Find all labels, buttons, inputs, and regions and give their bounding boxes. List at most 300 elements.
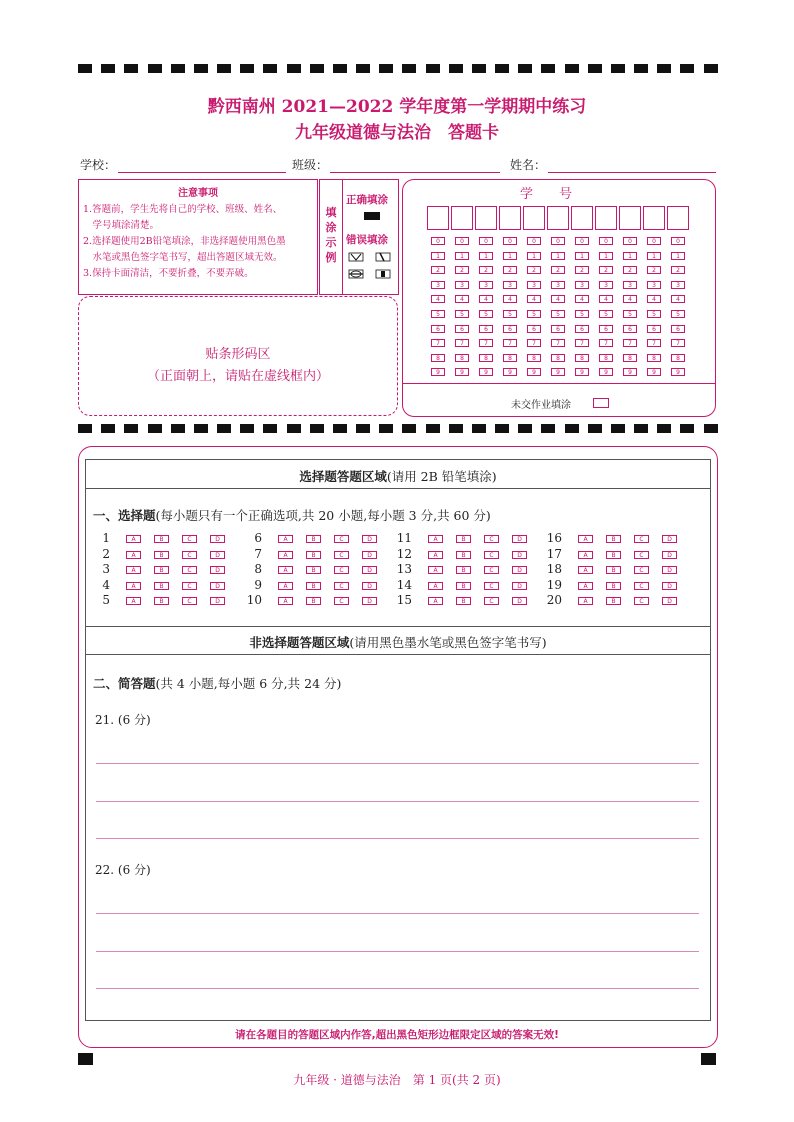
question-number: 11 bbox=[396, 531, 412, 545]
student-id-bubble[interactable]: 9 bbox=[575, 368, 589, 376]
student-id-bubble[interactable]: 1 bbox=[479, 252, 493, 260]
option-bubble[interactable]: A bbox=[428, 566, 443, 574]
student-id-bubble[interactable]: 4 bbox=[455, 295, 469, 303]
fill-example-label: 填涂示例 bbox=[325, 206, 337, 264]
option-bubble[interactable]: C bbox=[484, 551, 499, 559]
student-id-bubble[interactable]: 3 bbox=[551, 281, 565, 289]
short-answer-title: 二、简答题(共 4 小题,每小题 6 分,共 24 分) bbox=[93, 676, 342, 691]
student-id-bubble[interactable]: 6 bbox=[575, 325, 589, 333]
dash-segment bbox=[541, 64, 555, 73]
option-bubble[interactable]: A bbox=[278, 551, 293, 559]
option-bubble[interactable]: B bbox=[456, 582, 471, 590]
option-bubble[interactable]: D bbox=[512, 582, 527, 590]
question-number: 15 bbox=[396, 593, 412, 607]
student-id-bubble[interactable]: 0 bbox=[431, 237, 445, 245]
student-id-bubble[interactable]: 8 bbox=[671, 354, 685, 362]
student-id-bubble[interactable]: 0 bbox=[599, 237, 613, 245]
student-id-bubble[interactable]: 8 bbox=[599, 354, 613, 362]
dash-segment bbox=[379, 424, 393, 433]
dash-segment bbox=[124, 64, 138, 73]
student-id-bubble[interactable]: 5 bbox=[671, 310, 685, 318]
option-bubble[interactable]: B bbox=[154, 597, 169, 605]
student-id-bubble[interactable]: 2 bbox=[623, 266, 637, 274]
student-id-bubble[interactable]: 2 bbox=[479, 266, 493, 274]
notes-heading: 注意事项 bbox=[178, 188, 218, 199]
student-id-bubble[interactable]: 6 bbox=[479, 325, 493, 333]
student-id-bubble[interactable]: 3 bbox=[503, 281, 517, 289]
student-id-bubble[interactable]: 2 bbox=[527, 266, 541, 274]
question-number: 13 bbox=[396, 562, 412, 576]
option-bubble[interactable]: C bbox=[484, 597, 499, 605]
option-bubble[interactable]: A bbox=[428, 551, 443, 559]
student-id-bubble[interactable]: 4 bbox=[647, 295, 661, 303]
student-id-bubble[interactable]: 9 bbox=[527, 368, 541, 376]
dash-segment bbox=[101, 64, 115, 73]
option-bubble[interactable]: D bbox=[362, 566, 377, 574]
student-id-bubble[interactable]: 9 bbox=[479, 368, 493, 376]
student-id-bubble[interactable]: 7 bbox=[479, 339, 493, 347]
question-number: 7 bbox=[254, 546, 262, 561]
student-id-bubble[interactable]: 1 bbox=[527, 252, 541, 260]
option-bubble[interactable]: C bbox=[182, 566, 197, 574]
dash-segment bbox=[565, 424, 579, 433]
option-bubble[interactable]: A bbox=[428, 582, 443, 590]
student-id-bubble[interactable]: 4 bbox=[551, 295, 565, 303]
dash-segment bbox=[588, 424, 602, 433]
alignment-bar-middle bbox=[78, 424, 718, 433]
option-bubble[interactable]: A bbox=[126, 582, 141, 590]
student-id-bubble[interactable]: 2 bbox=[647, 266, 661, 274]
alignment-square-right bbox=[701, 1053, 716, 1065]
choice-title: 一、选择题(每小题只有一个正确选项,共 20 小题,每小题 3 分,共 60 分) bbox=[93, 508, 491, 523]
answer-line[interactable] bbox=[96, 763, 699, 764]
student-id-bubble[interactable]: 5 bbox=[431, 310, 445, 318]
student-id-bubble[interactable]: 8 bbox=[575, 354, 589, 362]
dash-segment bbox=[263, 424, 277, 433]
student-id-bubble[interactable]: 1 bbox=[647, 252, 661, 260]
option-bubble[interactable]: C bbox=[334, 597, 349, 605]
dash-segment bbox=[680, 424, 694, 433]
student-id-digit-cell[interactable] bbox=[523, 206, 545, 230]
student-id-bubble[interactable]: 9 bbox=[647, 368, 661, 376]
option-bubble[interactable]: B bbox=[306, 566, 321, 574]
question-number: 12 bbox=[396, 546, 412, 561]
student-id-bubble[interactable]: 6 bbox=[503, 325, 517, 333]
option-bubble[interactable]: D bbox=[210, 597, 225, 605]
student-id-bubble[interactable]: 6 bbox=[527, 325, 541, 333]
option-bubble[interactable]: B bbox=[306, 582, 321, 590]
answer-line[interactable] bbox=[96, 801, 699, 802]
option-bubble[interactable]: D bbox=[512, 597, 527, 605]
student-id-bubble[interactable]: 8 bbox=[479, 354, 493, 362]
option-bubble[interactable]: C bbox=[334, 582, 349, 590]
option-bubble[interactable]: A bbox=[428, 535, 443, 543]
dash-segment bbox=[449, 424, 463, 433]
student-id-bubble[interactable]: 1 bbox=[671, 252, 685, 260]
dash-segment bbox=[518, 64, 532, 73]
page-footer: 九年级 · 道德与法治 第 1 页(共 2 页) bbox=[293, 1073, 501, 1087]
student-id-bubble[interactable]: 9 bbox=[503, 368, 517, 376]
student-id-digit-cell[interactable] bbox=[643, 206, 665, 230]
dash-segment bbox=[240, 424, 254, 433]
student-id-digit-cell[interactable] bbox=[427, 206, 449, 230]
question-number: 1 bbox=[102, 531, 110, 545]
student-id-bubble[interactable]: 3 bbox=[527, 281, 541, 289]
option-bubble[interactable]: A bbox=[278, 566, 293, 574]
dash-segment bbox=[472, 424, 486, 433]
student-id-bubble[interactable]: 0 bbox=[479, 237, 493, 245]
answer-line[interactable] bbox=[96, 913, 699, 914]
student-id-bubble[interactable]: 1 bbox=[599, 252, 613, 260]
student-id-bubble[interactable]: 5 bbox=[623, 310, 637, 318]
option-bubble[interactable]: A bbox=[126, 551, 141, 559]
option-bubble[interactable]: D bbox=[362, 597, 377, 605]
question-number: 9 bbox=[254, 577, 262, 592]
question-22-label: 22. (6 分) bbox=[95, 863, 151, 877]
option-bubble[interactable]: C bbox=[634, 551, 649, 559]
option-bubble[interactable]: C bbox=[634, 535, 649, 543]
option-bubble[interactable]: D bbox=[512, 535, 527, 543]
answer-line[interactable] bbox=[96, 951, 699, 952]
student-id-bubble[interactable]: 5 bbox=[647, 310, 661, 318]
absent-label: 未交作业填涂 bbox=[511, 400, 571, 411]
student-id-bubble[interactable]: 6 bbox=[455, 325, 469, 333]
option-bubble[interactable]: A bbox=[278, 535, 293, 543]
student-id-bubble[interactable]: 3 bbox=[455, 281, 469, 289]
option-bubble[interactable]: B bbox=[456, 551, 471, 559]
question-number: 6 bbox=[254, 531, 262, 545]
student-id-bubble[interactable]: 7 bbox=[647, 339, 661, 347]
student-id-bubble[interactable]: 4 bbox=[503, 295, 517, 303]
option-bubble[interactable]: A bbox=[126, 535, 141, 543]
student-id-bubble[interactable]: 5 bbox=[503, 310, 517, 318]
student-id-digit-cell[interactable] bbox=[499, 206, 521, 230]
option-bubble[interactable]: C bbox=[182, 535, 197, 543]
answer-line[interactable] bbox=[96, 988, 699, 989]
student-id-bubble[interactable]: 9 bbox=[623, 368, 637, 376]
dash-segment bbox=[611, 424, 625, 433]
dash-segment bbox=[426, 424, 440, 433]
student-id-bubble[interactable]: 8 bbox=[431, 354, 445, 362]
option-bubble[interactable]: B bbox=[606, 535, 621, 543]
student-id-bubble[interactable]: 2 bbox=[575, 266, 589, 274]
student-id-bubble[interactable]: 2 bbox=[671, 266, 685, 274]
student-id-digit-cell[interactable] bbox=[595, 206, 617, 230]
student-id-bubble[interactable]: 2 bbox=[551, 266, 565, 274]
dash-segment bbox=[310, 424, 324, 433]
option-bubble[interactable]: C bbox=[484, 582, 499, 590]
option-bubble[interactable]: C bbox=[484, 566, 499, 574]
option-bubble[interactable]: D bbox=[210, 582, 225, 590]
class-field[interactable] bbox=[292, 156, 500, 173]
option-bubble[interactable]: B bbox=[154, 535, 169, 543]
student-id-bubble[interactable]: 8 bbox=[551, 354, 565, 362]
student-id-bubble[interactable]: 9 bbox=[455, 368, 469, 376]
dash-segment bbox=[634, 64, 648, 73]
barcode-area bbox=[78, 296, 398, 416]
student-id-bubble[interactable]: 5 bbox=[575, 310, 589, 318]
answer-line[interactable] bbox=[96, 838, 699, 839]
dash-segment bbox=[680, 64, 694, 73]
student-id-bubble[interactable]: 7 bbox=[503, 339, 517, 347]
student-id-bubble[interactable]: 3 bbox=[575, 281, 589, 289]
student-id-bubble[interactable]: 5 bbox=[551, 310, 565, 318]
school-field[interactable] bbox=[80, 156, 286, 173]
student-id-bubble[interactable]: 5 bbox=[527, 310, 541, 318]
student-id-bubble[interactable]: 5 bbox=[479, 310, 493, 318]
student-id-bubble[interactable]: 4 bbox=[431, 295, 445, 303]
student-id-bubble[interactable]: 8 bbox=[527, 354, 541, 362]
student-id-bubble[interactable]: 3 bbox=[431, 281, 445, 289]
option-bubble[interactable]: D bbox=[210, 535, 225, 543]
dash-segment bbox=[565, 64, 579, 73]
student-id-bubble[interactable]: 0 bbox=[575, 237, 589, 245]
student-id-bubble[interactable]: 9 bbox=[671, 368, 685, 376]
student-id-bubble[interactable]: 1 bbox=[551, 252, 565, 260]
student-id-bubble[interactable]: 3 bbox=[599, 281, 613, 289]
option-bubble[interactable]: A bbox=[278, 597, 293, 605]
student-id-heading: 学号 bbox=[519, 187, 598, 202]
student-id-bubble[interactable]: 7 bbox=[575, 339, 589, 347]
dash-segment bbox=[541, 424, 555, 433]
dash-segment bbox=[356, 64, 370, 73]
notes-item: 水笔或黑色签字笔书写，超出答题区域无效。 bbox=[83, 252, 283, 263]
student-id-bubble[interactable]: 0 bbox=[647, 237, 661, 245]
option-bubble[interactable]: D bbox=[210, 551, 225, 559]
dash-segment bbox=[240, 64, 254, 73]
student-id-bubble[interactable]: 4 bbox=[479, 295, 493, 303]
option-bubble[interactable]: C bbox=[182, 597, 197, 605]
question-number: 2 bbox=[102, 546, 110, 561]
student-id-bubble[interactable]: 1 bbox=[455, 252, 469, 260]
dash-segment bbox=[78, 64, 92, 73]
option-bubble[interactable]: C bbox=[182, 551, 197, 559]
dash-segment bbox=[402, 64, 416, 73]
option-bubble[interactable]: B bbox=[456, 566, 471, 574]
student-id-bubble[interactable]: 3 bbox=[647, 281, 661, 289]
student-id-bubble[interactable]: 2 bbox=[431, 266, 445, 274]
notes-item: 1.答题前，学生先将自己的学校、班级、姓名、 bbox=[83, 204, 283, 215]
student-id-bubble[interactable]: 1 bbox=[575, 252, 589, 260]
barcode-label: 贴条形码区 bbox=[205, 347, 271, 362]
student-id-bubble[interactable]: 3 bbox=[479, 281, 493, 289]
option-bubble[interactable]: D bbox=[662, 582, 677, 590]
fill-example-box bbox=[319, 179, 399, 295]
student-id-bubble[interactable]: 7 bbox=[431, 339, 445, 347]
class-label: 班级： bbox=[292, 158, 329, 172]
student-id-bubble[interactable]: 0 bbox=[623, 237, 637, 245]
option-bubble[interactable]: B bbox=[606, 551, 621, 559]
student-id-bubble[interactable]: 9 bbox=[431, 368, 445, 376]
student-id-digit-cell[interactable] bbox=[619, 206, 641, 230]
option-bubble[interactable]: A bbox=[578, 551, 593, 559]
option-bubble[interactable]: B bbox=[456, 535, 471, 543]
student-id-digit-cell[interactable] bbox=[475, 206, 497, 230]
option-bubble[interactable]: B bbox=[306, 597, 321, 605]
student-id-bubble[interactable]: 1 bbox=[623, 252, 637, 260]
dash-segment bbox=[518, 424, 532, 433]
student-id-digit-cell[interactable] bbox=[571, 206, 593, 230]
dash-segment bbox=[611, 64, 625, 73]
name-field[interactable] bbox=[510, 156, 716, 173]
exam-title: 黔西南州 2021—2022 学年度第一学期期中练习 bbox=[207, 97, 587, 117]
option-bubble[interactable]: C bbox=[334, 566, 349, 574]
student-id-digit-cell[interactable] bbox=[547, 206, 569, 230]
dash-segment bbox=[472, 64, 486, 73]
absent-bubble[interactable] bbox=[593, 398, 609, 408]
option-bubble[interactable]: B bbox=[606, 597, 621, 605]
student-id-bubble[interactable]: 6 bbox=[599, 325, 613, 333]
option-bubble[interactable]: A bbox=[278, 582, 293, 590]
student-id-bubble[interactable]: 6 bbox=[671, 325, 685, 333]
option-bubble[interactable]: A bbox=[578, 566, 593, 574]
option-bubble[interactable]: D bbox=[512, 551, 527, 559]
wrong-fill-marks-icon bbox=[348, 252, 396, 288]
student-id-bubble[interactable]: 1 bbox=[431, 252, 445, 260]
question-number: 19 bbox=[546, 577, 562, 592]
option-bubble[interactable]: C bbox=[634, 566, 649, 574]
student-id-bubble[interactable]: 9 bbox=[551, 368, 565, 376]
dash-segment bbox=[426, 64, 440, 73]
question-21-label: 21. (6 分) bbox=[95, 713, 151, 727]
student-id-bubble[interactable]: 0 bbox=[503, 237, 517, 245]
student-id-bubble[interactable]: 0 bbox=[455, 237, 469, 245]
alignment-square-left bbox=[78, 1053, 93, 1065]
student-id-bubble[interactable]: 8 bbox=[623, 354, 637, 362]
dash-segment bbox=[657, 64, 671, 73]
student-id-digit-cell[interactable] bbox=[667, 206, 689, 230]
dash-segment bbox=[171, 64, 185, 73]
student-id-bubble[interactable]: 0 bbox=[527, 237, 541, 245]
nonchoice-section-header: 非选择题答题区域(请用黑色墨水笔或黑色签字笔书写) bbox=[249, 635, 547, 650]
option-bubble[interactable]: B bbox=[306, 551, 321, 559]
student-id-bubble[interactable]: 6 bbox=[623, 325, 637, 333]
option-bubble[interactable]: D bbox=[662, 566, 677, 574]
dash-segment bbox=[263, 64, 277, 73]
dash-segment bbox=[78, 424, 92, 433]
student-id-bubble[interactable]: 6 bbox=[551, 325, 565, 333]
option-bubble[interactable]: A bbox=[126, 597, 141, 605]
option-bubble[interactable]: B bbox=[154, 582, 169, 590]
student-id-bubble[interactable]: 0 bbox=[671, 237, 685, 245]
option-bubble[interactable]: D bbox=[362, 535, 377, 543]
option-bubble[interactable]: D bbox=[662, 597, 677, 605]
notes-box bbox=[78, 179, 318, 295]
question-number: 14 bbox=[396, 577, 412, 592]
student-id-digit-cell[interactable] bbox=[451, 206, 473, 230]
student-id-bubble[interactable]: 8 bbox=[503, 354, 517, 362]
option-bubble[interactable]: A bbox=[428, 597, 443, 605]
student-id-box bbox=[402, 179, 716, 417]
option-bubble[interactable]: A bbox=[126, 566, 141, 574]
student-id-bubble[interactable]: 4 bbox=[671, 295, 685, 303]
alignment-bar-top bbox=[78, 64, 718, 73]
student-id-bubble[interactable]: 3 bbox=[671, 281, 685, 289]
option-bubble[interactable]: C bbox=[634, 582, 649, 590]
student-id-bubble[interactable]: 4 bbox=[623, 295, 637, 303]
option-bubble[interactable]: C bbox=[182, 582, 197, 590]
student-id-bubble[interactable]: 7 bbox=[527, 339, 541, 347]
option-bubble[interactable]: B bbox=[456, 597, 471, 605]
student-id-bubble[interactable]: 7 bbox=[671, 339, 685, 347]
student-id-bubble[interactable]: 7 bbox=[551, 339, 565, 347]
student-id-bubble[interactable]: 9 bbox=[599, 368, 613, 376]
dash-segment bbox=[148, 424, 162, 433]
student-id-bubble[interactable]: 5 bbox=[599, 310, 613, 318]
option-bubble[interactable]: C bbox=[334, 535, 349, 543]
option-bubble[interactable]: A bbox=[578, 582, 593, 590]
dash-segment bbox=[402, 424, 416, 433]
student-id-bubble[interactable]: 4 bbox=[575, 295, 589, 303]
student-id-bubble[interactable]: 7 bbox=[599, 339, 613, 347]
question-number: 10 bbox=[246, 593, 262, 607]
dash-segment bbox=[148, 64, 162, 73]
student-id-bubble[interactable]: 7 bbox=[623, 339, 637, 347]
option-bubble[interactable]: B bbox=[606, 566, 621, 574]
dash-segment bbox=[287, 424, 301, 433]
option-bubble[interactable]: B bbox=[154, 551, 169, 559]
name-label: 姓名： bbox=[510, 158, 547, 172]
card-title: 九年级道德与法治 答题卡 bbox=[295, 123, 499, 143]
student-id-bubble[interactable]: 6 bbox=[431, 325, 445, 333]
question-number: 17 bbox=[546, 546, 562, 561]
option-bubble[interactable]: D bbox=[210, 566, 225, 574]
dash-segment bbox=[495, 424, 509, 433]
student-id-bubble[interactable]: 6 bbox=[647, 325, 661, 333]
option-bubble[interactable]: C bbox=[334, 551, 349, 559]
option-bubble[interactable]: B bbox=[306, 535, 321, 543]
student-id-bubble[interactable]: 2 bbox=[503, 266, 517, 274]
dash-segment bbox=[588, 64, 602, 73]
notes-item: 3.保持卡面清洁，不要折叠，不要弄破。 bbox=[83, 268, 254, 279]
student-id-bubble[interactable]: 8 bbox=[647, 354, 661, 362]
option-bubble[interactable]: C bbox=[484, 535, 499, 543]
student-id-bubble[interactable]: 4 bbox=[599, 295, 613, 303]
student-id-bubble[interactable]: 2 bbox=[599, 266, 613, 274]
student-id-bubble[interactable]: 2 bbox=[455, 266, 469, 274]
question-number: 4 bbox=[102, 577, 110, 592]
option-bubble[interactable]: D bbox=[362, 551, 377, 559]
option-bubble[interactable]: C bbox=[634, 597, 649, 605]
correct-fill-mark bbox=[364, 212, 380, 220]
choice-section-header: 选择题答题区域(请用 2B 铅笔填涂) bbox=[299, 469, 497, 484]
dash-segment bbox=[704, 64, 718, 73]
warning-footnote: 请在各题目的答题区域内作答,超出黑色矩形边框限定区域的答案无效! bbox=[235, 1029, 559, 1041]
dash-segment bbox=[101, 424, 115, 433]
student-id-bubble[interactable]: 7 bbox=[455, 339, 469, 347]
option-bubble[interactable]: D bbox=[662, 535, 677, 543]
question-number: 20 bbox=[546, 593, 562, 607]
student-id-bubble[interactable]: 0 bbox=[551, 237, 565, 245]
student-id-bubble[interactable]: 8 bbox=[455, 354, 469, 362]
option-bubble[interactable]: D bbox=[662, 551, 677, 559]
student-id-bubble[interactable]: 3 bbox=[623, 281, 637, 289]
dash-segment bbox=[657, 424, 671, 433]
student-id-bubble[interactable]: 1 bbox=[503, 252, 517, 260]
option-bubble[interactable]: D bbox=[512, 566, 527, 574]
dash-segment bbox=[194, 64, 208, 73]
option-bubble[interactable]: B bbox=[154, 566, 169, 574]
option-bubble[interactable]: A bbox=[578, 597, 593, 605]
barcode-instruction: （正面朝上，请贴在虚线框内） bbox=[146, 369, 329, 384]
dash-segment bbox=[333, 64, 347, 73]
dash-segment bbox=[449, 64, 463, 73]
student-id-bubble[interactable]: 5 bbox=[455, 310, 469, 318]
option-bubble[interactable]: D bbox=[362, 582, 377, 590]
student-id-bubble[interactable]: 4 bbox=[527, 295, 541, 303]
option-bubble[interactable]: B bbox=[606, 582, 621, 590]
option-bubble[interactable]: A bbox=[578, 535, 593, 543]
